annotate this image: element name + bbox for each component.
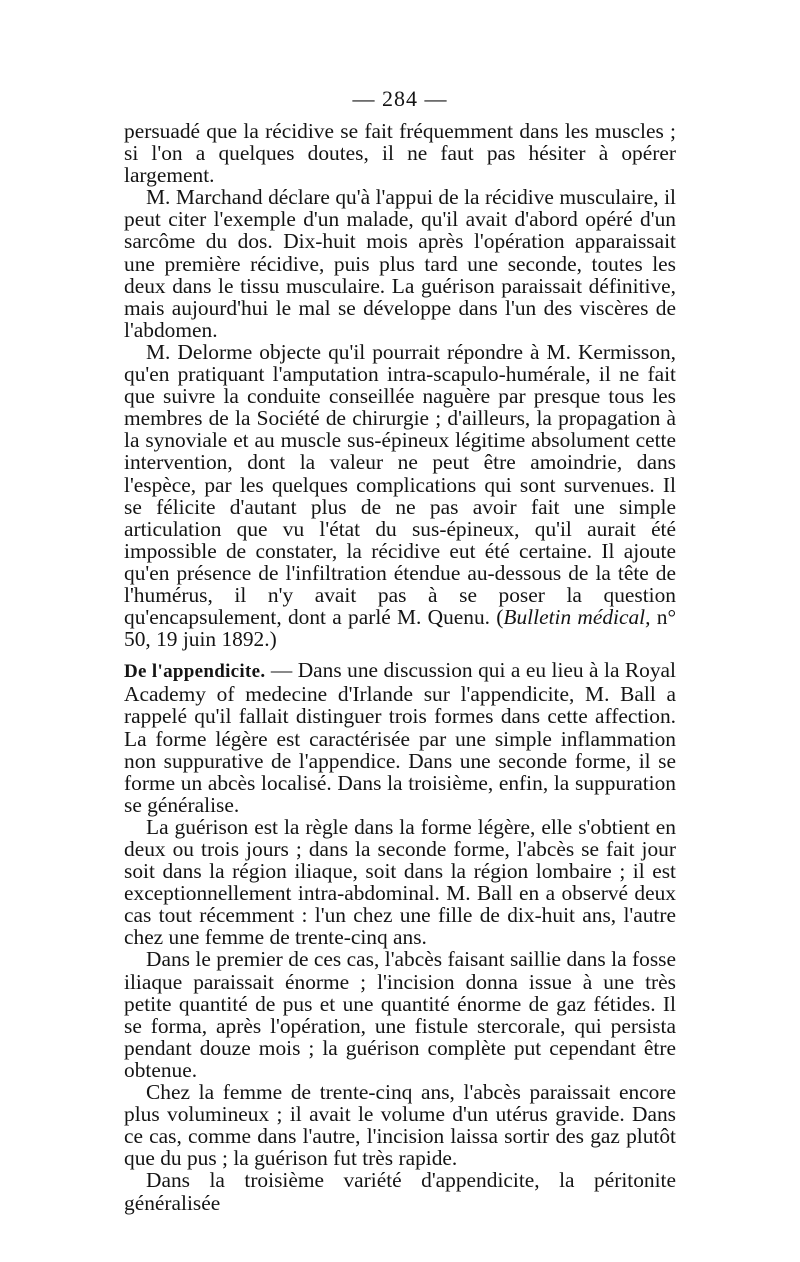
- section-heading: De l'appendicite.: [124, 661, 266, 683]
- paragraph-text: Dans le premier de ces cas, l'abcès faisant saillie dans la fosse iliaque paraissait énorme ; l'incision donna issue à une très petite quantité de pus et une quantité énorme de gaz fétides. Il se forma, après l'opération, une fistule stercorale, qui persista pendant douze mois ; la guérison complète put cependant être obtenue.: [124, 947, 676, 1082]
- paragraph-text: Dans la troisième variété d'appendicite, la péritonite généralisée: [124, 1168, 676, 1215]
- body-text: [124, 120, 676, 1214]
- paragraph: [124, 341, 676, 650]
- paragraph: [124, 186, 676, 341]
- paragraph-text: La guérison est la règle dans la forme légère, elle s'obtient en deux ou trois jours ; dans la seconde forme, l'abcès se fait jour soit dans la région iliaque, soit dans la région lombaire ; il est exceptionnellement intra-abdominal. M. Ball en a observé deux cas tout récemment : l'un chez une fille de dix-huit ans, l'autre chez une femme de trente-cinq ans.: [124, 814, 676, 950]
- paragraph: [124, 120, 676, 186]
- page-number: — 284 —: [352, 86, 448, 111]
- paragraph: [124, 816, 676, 949]
- paragraph: [124, 1169, 676, 1213]
- paragraph-text: M. Delorme objecte qu'il pourrait répondre à M. Kermisson, qu'en pratiquant l'amputation intra-scapulo-humérale, il ne fait que suivre la conduite conseillée naguère par presque tous les membres de la Société de chirurgie ; d'ailleurs, la propagation à la synoviale et au muscle sus-épineux légitime absolument cette intervention, dont la valeur ne peut être amoindrie, dans l'espèce, par les quelques complications qui sont survenues. Il se félicite d'autant plus de ne pas avoir fait une simple articulation que vu l'état du sus-épineux, qu'il aurait été impossible de constater, la récidive eut été certaine. Il ajoute qu'en présence de l'infiltration étendue au-dessous de la tête de l'humérus, il n'y avait pas à se poser la question qu'encapsulement, dont a parlé M. Quenu. (: [124, 339, 676, 630]
- paragraph-text: — Dans une discussion qui a eu lieu à la Royal Academy of medecine d'Irlande sur l'appendicite, M. Ball a rappelé qu'il fallait distinguer trois formes dans cette affection. La forme légère est caractérisée par une simple inflammation non suppurative de l'appendice. Dans une seconde forme, il se forme un abcès localisé. Dans la troisième, enfin, la suppuration se généralise.: [124, 658, 676, 817]
- paragraph: [124, 659, 676, 816]
- paragraph: [124, 1081, 676, 1169]
- source-reference: n° 50, 19 juin 1892.): [124, 605, 676, 652]
- paragraph: [124, 948, 676, 1081]
- source-title: Bulletin médical,: [503, 605, 651, 630]
- paragraph-text: M. Marchand déclare qu'à l'appui de la récidive musculaire, il peut citer l'exemple d'un malade, qu'il avait d'abord opéré d'un sarcôme du dos. Dix-huit mois après l'opération apparaissait une première récidive, puis plus tard une seconde, toutes les deux dans le tissu musculaire. La guérison paraissait définitive, mais aujourd'hui le mal se développe dans l'un des viscères de l'abdomen.: [124, 185, 676, 342]
- paragraph-text: persuadé que la récidive se fait fréquemment dans les muscles ; si l'on a quelques doutes, il ne faut pas hésiter à opérer largement.: [124, 119, 676, 188]
- paragraph-text: Chez la femme de trente-cinq ans, l'abcès paraissait encore plus volumineux ; il avait le volume d'un utérus gravide. Dans ce cas, comme dans l'autre, l'incision laissa sortir des gaz plutôt que du pus ; la guérison fut très rapide.: [124, 1080, 676, 1171]
